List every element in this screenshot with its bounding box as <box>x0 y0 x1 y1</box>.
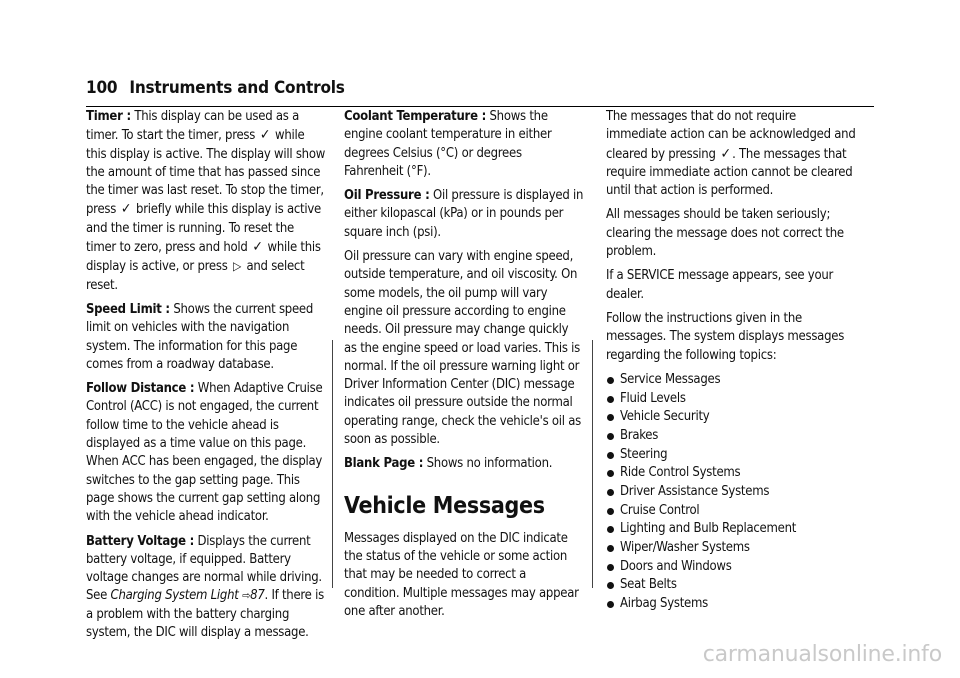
checkmark-icon: ✓ <box>720 145 731 162</box>
column-divider <box>592 340 593 588</box>
battery-voltage-term: Battery Voltage : <box>86 533 195 549</box>
list-item: Driver Assistance Systems <box>606 483 856 501</box>
watermark: carmanualsonline.info <box>702 642 942 667</box>
checkmark-icon: ✓ <box>259 127 271 144</box>
play-triangle-icon: ▷ <box>232 259 242 274</box>
column-3 <box>606 108 856 614</box>
page-reference[interactable]: 87 <box>250 588 265 604</box>
speed-limit-term: Speed Limit : <box>86 301 170 317</box>
vehicle-messages-heading: Vehicle Messages <box>344 492 545 519</box>
instructions-paragraph: Follow the instructions given in the messages. The system displays messages regarding the following topics: <box>606 310 845 363</box>
list-item: Lighting and Bulb Replacement <box>606 520 856 538</box>
list-item: Brakes <box>606 427 856 445</box>
timer-paragraph: Timer : This display can be used as a timer. To start the timer, press ✓ while this display is active. The display will show the amount of time that has passed since the timer was last reset. To stop the timer, press ✓ briefly while this display is active and the timer is running. To reset the timer to zero, press and hold ✓ while this display is active, or press ▷ and select reset. <box>86 109 326 293</box>
column-1 <box>86 108 326 648</box>
coolant-term: Coolant Temperature : <box>344 109 487 124</box>
charging-system-light-link[interactable]: Charging System Light <box>110 588 239 604</box>
blank-page-term: Blank Page : <box>344 456 424 472</box>
vehicle-messages-paragraph: Messages displayed on the DIC indicate the status of the vehicle or some action that may be needed to correct a condition. Multiple messages may appear one after another. <box>344 530 579 619</box>
blank-page-paragraph: Blank Page : Shows no information. <box>344 456 553 472</box>
list-item: Cruise Control <box>606 502 856 520</box>
oil-pressure-paragraph: Oil Pressure : Oil pressure is displayed in either kilopascal (kPa) or in pounds per square inch (psi). <box>344 188 584 240</box>
follow-distance-term: Follow Distance : <box>86 381 195 397</box>
service-paragraph: If a SERVICE message appears, see your dealer. <box>606 268 834 302</box>
list-item: Ride Control Systems <box>606 464 856 482</box>
page-reference-arrow-icon: ⇨ <box>242 589 251 603</box>
topics-list <box>606 371 856 614</box>
follow-distance-paragraph: Follow Distance : When Adaptive Cruise Control (ACC) is not engaged, the current follow time to the vehicle ahead is displayed as a time value on this page. When ACC has been engaged, the display switches to the gap setting page. This page shows the current gap setting along with the vehicle ahead indicator. <box>86 381 323 525</box>
serious-paragraph: All messages should be taken seriously; clearing the message does not correct the problem. <box>606 207 844 260</box>
battery-voltage-paragraph: Battery Voltage : Displays the current battery voltage, if equipped. Battery voltage changes are normal while driving. See Charging System Light ⇨87. If there is a problem with the battery charging system, the DIC will display a message. <box>86 533 324 641</box>
list-item: Vehicle Security <box>606 408 856 426</box>
list-item: Wiper/Washer Systems <box>606 539 856 557</box>
column-divider <box>332 340 333 588</box>
checkmark-icon: ✓ <box>120 201 132 218</box>
oil-pressure-term: Oil Pressure : <box>344 188 430 204</box>
speed-limit-paragraph: Speed Limit : Shows the current speed limit on vehicles with the navigation system. The information for this page comes from a roadway database. <box>86 301 314 372</box>
page-header <box>86 78 345 98</box>
page-number: 100 <box>86 78 118 98</box>
checkmark-icon: ✓ <box>252 239 263 256</box>
list-item: Steering <box>606 446 856 464</box>
section-title: Instruments and Controls <box>129 78 345 98</box>
acknowledge-paragraph: The messages that do not require immediate action can be acknowledged and cleared by pressing ✓. The messages that require immediate action cannot be cleared until that action is performed. <box>606 109 856 199</box>
header-rule <box>86 106 874 107</box>
list-item: Doors and Windows <box>606 558 856 576</box>
column-2 <box>344 108 584 627</box>
coolant-paragraph: Coolant Temperature : Shows the engine coolant temperature in either degrees Celsius (°C) or degrees Fahrenheit (°F). <box>344 109 552 179</box>
oil-pressure-paragraph-2: Oil pressure can vary with engine speed, outside temperature, and oil viscosity. On some models, the oil pump will vary engine oil pressure according to engine needs. Oil pressure may change quickly as the engine speed or load varies. This is normal. If the oil pressure warning light or Driver Information Center (DIC) message indicates oil pressure outside the normal operating range, check the vehicle's oil as soon as possible. <box>344 249 581 448</box>
list-item: Fluid Levels <box>606 390 856 408</box>
list-item: Seat Belts <box>606 576 856 594</box>
timer-term: Timer : <box>86 109 131 124</box>
list-item: Airbag Systems <box>606 595 856 613</box>
list-item: Service Messages <box>606 371 856 389</box>
